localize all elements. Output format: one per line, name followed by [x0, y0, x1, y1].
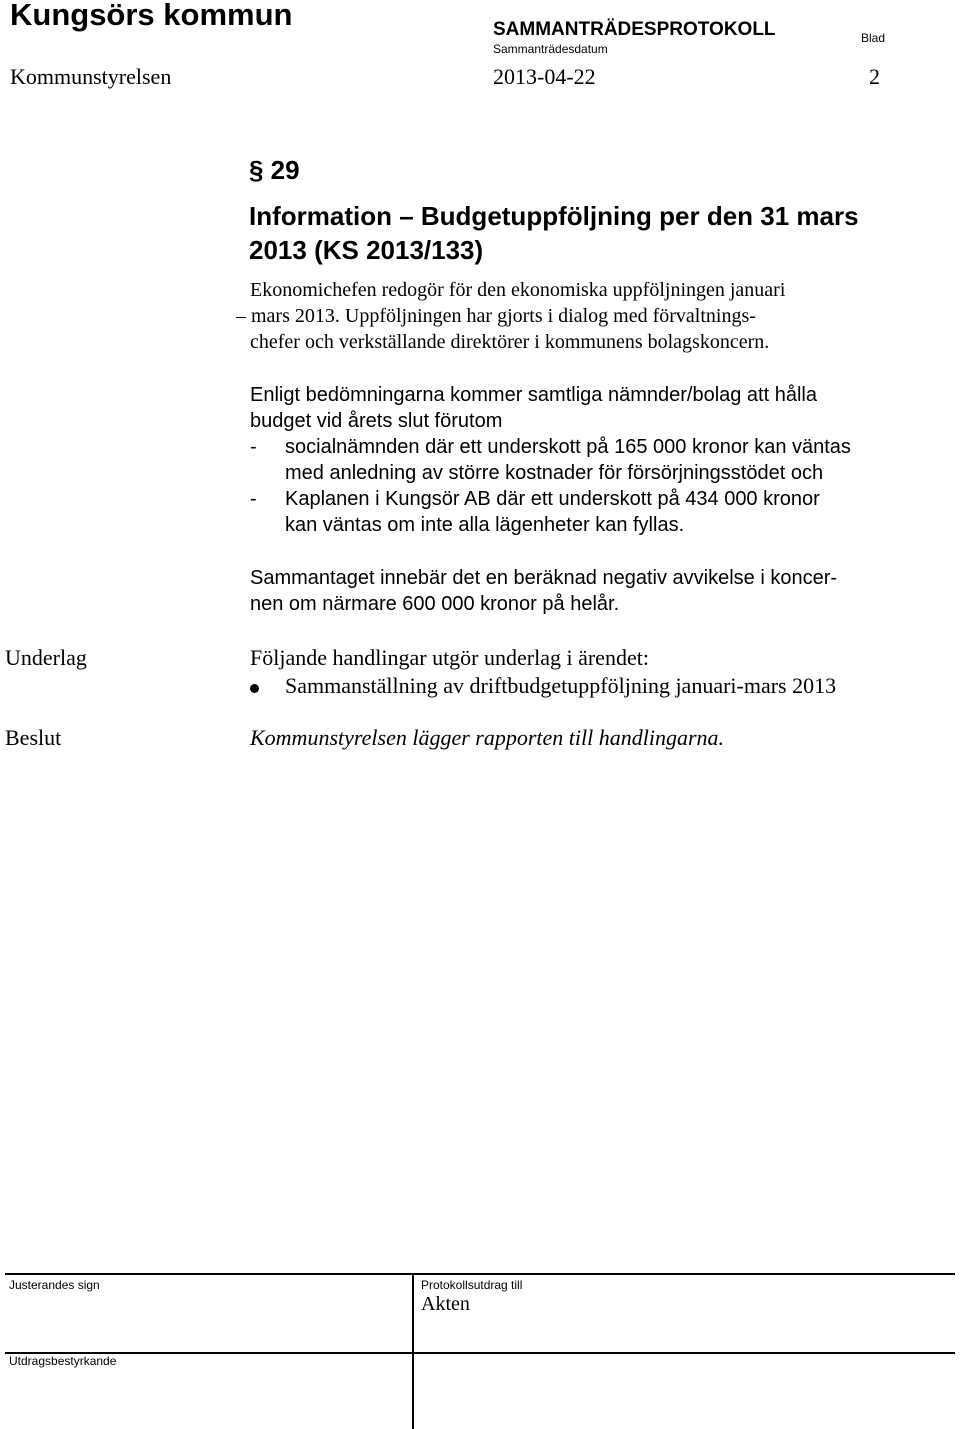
municipality-name: Kungsörs kommun: [10, 0, 293, 32]
assessment-line: budget vid årets slut förutom: [250, 410, 503, 432]
exception-line: socialnämnden där ett underskott på 165 000 kronor kan väntas: [285, 436, 851, 458]
intro-line: chefer och verkställande direktörer i kommunens bolagskoncern.: [250, 331, 770, 353]
page-caption: Blad: [861, 31, 886, 45]
signers-label: Justerandes sign: [9, 1278, 100, 1292]
meeting-date: 2013-04-22: [493, 64, 596, 89]
meeting-date-caption: Sammanträdesdatum: [493, 42, 608, 56]
certifier-label: Utdragsbestyrkande: [9, 1354, 117, 1368]
document-type: SAMMANTRÄDESPROTOKOLL: [493, 19, 776, 40]
basis-item: Sammanställning av driftbudgetuppföljning januari-mars 2013: [285, 673, 837, 698]
summary-line: Sammantaget innebär det en beräknad negativ avvikelse i koncer-: [250, 567, 838, 589]
intro-line: – mars 2013. Uppföljningen har gjorts i dialog med förvaltnings-: [236, 305, 756, 327]
footer-column-divider: [412, 1273, 414, 1429]
section-title: Information – Budgetuppföljning per den 31 mars 2013 (KS 2013/133): [249, 201, 859, 265]
decision-text: Kommunstyrelsen lägger rapporten till handlingarna.: [250, 725, 725, 750]
exception-line: med anledning av större kostnader för försörjningsstödet och: [285, 462, 824, 484]
decision-label: Beslut: [5, 725, 62, 750]
basis-label: Underlag: [5, 645, 87, 670]
exception-line: Kaplanen i Kungsör AB där ett underskott på 434 000 kronor: [285, 488, 820, 510]
footer-top-border: [5, 1273, 955, 1275]
section-number: § 29: [249, 155, 300, 185]
intro-line: Ekonomichefen redogör för den ekonomiska uppföljningen januari: [250, 279, 786, 301]
exception-marker: -: [250, 488, 257, 510]
page-number: 2: [869, 64, 880, 89]
extract-to-value: Akten: [421, 1293, 470, 1315]
basis-intro: Följande handlingar utgör underlag i ärendet:: [250, 645, 649, 670]
footer-middle-border: [5, 1352, 955, 1354]
extract-to-label: Protokollsutdrag till: [421, 1278, 523, 1292]
exception-marker: -: [250, 436, 257, 458]
summary-line: nen om närmare 600 000 kronor på helår.: [250, 593, 620, 615]
body-name: Kommunstyrelsen: [10, 64, 172, 89]
assessment-line: Enligt bedömningarna kommer samtliga nämnder/bolag att hålla: [250, 384, 817, 406]
exception-line: kan väntas om inte alla lägenheter kan fyllas.: [285, 514, 685, 536]
bullet-icon: [250, 684, 259, 693]
